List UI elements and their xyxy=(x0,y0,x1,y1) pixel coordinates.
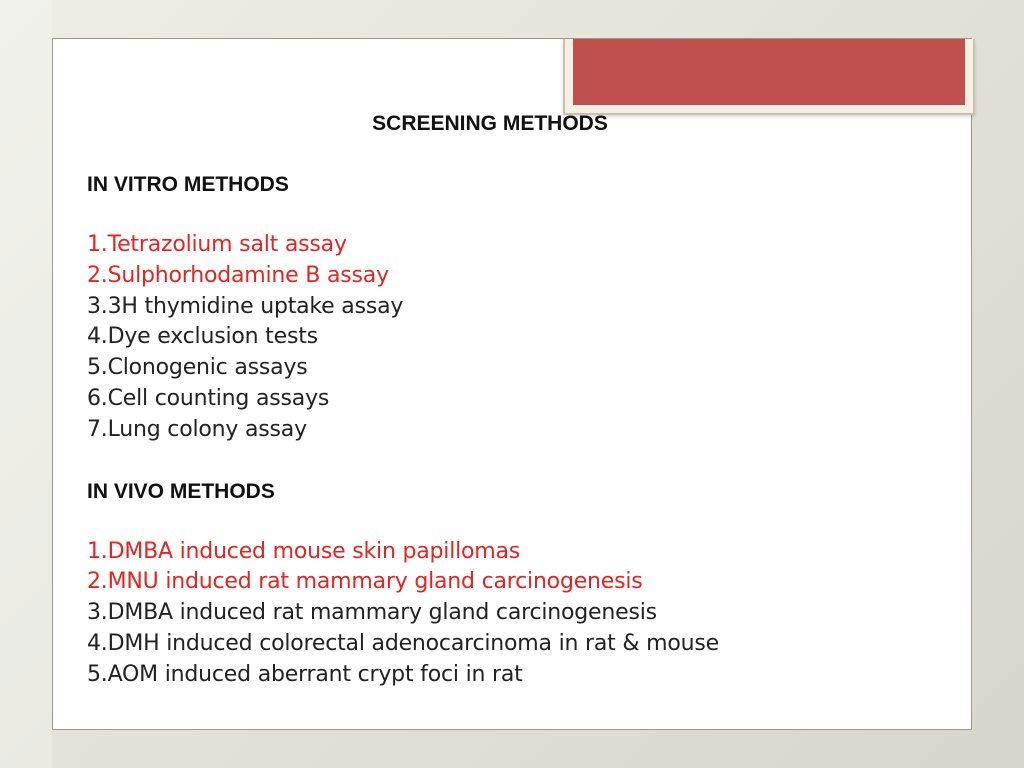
in-vitro-heading: IN VITRO METHODS xyxy=(87,173,289,196)
in-vitro-list xyxy=(87,230,947,446)
in-vitro-item: 6.Cell counting assays xyxy=(87,385,330,411)
background-decoration xyxy=(0,0,52,768)
section-spacer xyxy=(87,446,947,476)
in-vivo-heading: IN VIVO METHODS xyxy=(87,479,275,503)
in-vitro-item: 1.Tetrazolium salt assay xyxy=(87,232,347,257)
in-vivo-item: 4.DMH induced colorectal adenocarcinoma in rat & mouse xyxy=(87,630,719,656)
in-vitro-item: 3.3H thymidine uptake assay xyxy=(87,293,404,319)
in-vivo-list xyxy=(87,537,947,691)
in-vivo-item: 2.MNU induced rat mammary gland carcinogenesis xyxy=(87,569,643,595)
in-vitro-item: 4.Dye exclusion tests xyxy=(87,324,318,350)
in-vivo-item: 1.DMBA induced mouse skin papillomas xyxy=(87,538,521,564)
title-banner xyxy=(573,39,965,105)
slide-content xyxy=(87,108,947,691)
slide-title: SCREENING METHODS xyxy=(372,112,608,135)
title-banner-frame xyxy=(563,39,975,115)
in-vivo-item: 5.AOM induced aberrant crypt foci in rat xyxy=(87,661,523,687)
in-vivo-item: 3.DMBA induced rat mammary gland carcinogenesis xyxy=(87,600,657,626)
in-vitro-item: 2.Sulphorhodamine B assay xyxy=(87,262,389,288)
in-vitro-item: 5.Clonogenic assays xyxy=(87,355,308,381)
in-vitro-item: 7.Lung colony assay xyxy=(87,416,307,442)
